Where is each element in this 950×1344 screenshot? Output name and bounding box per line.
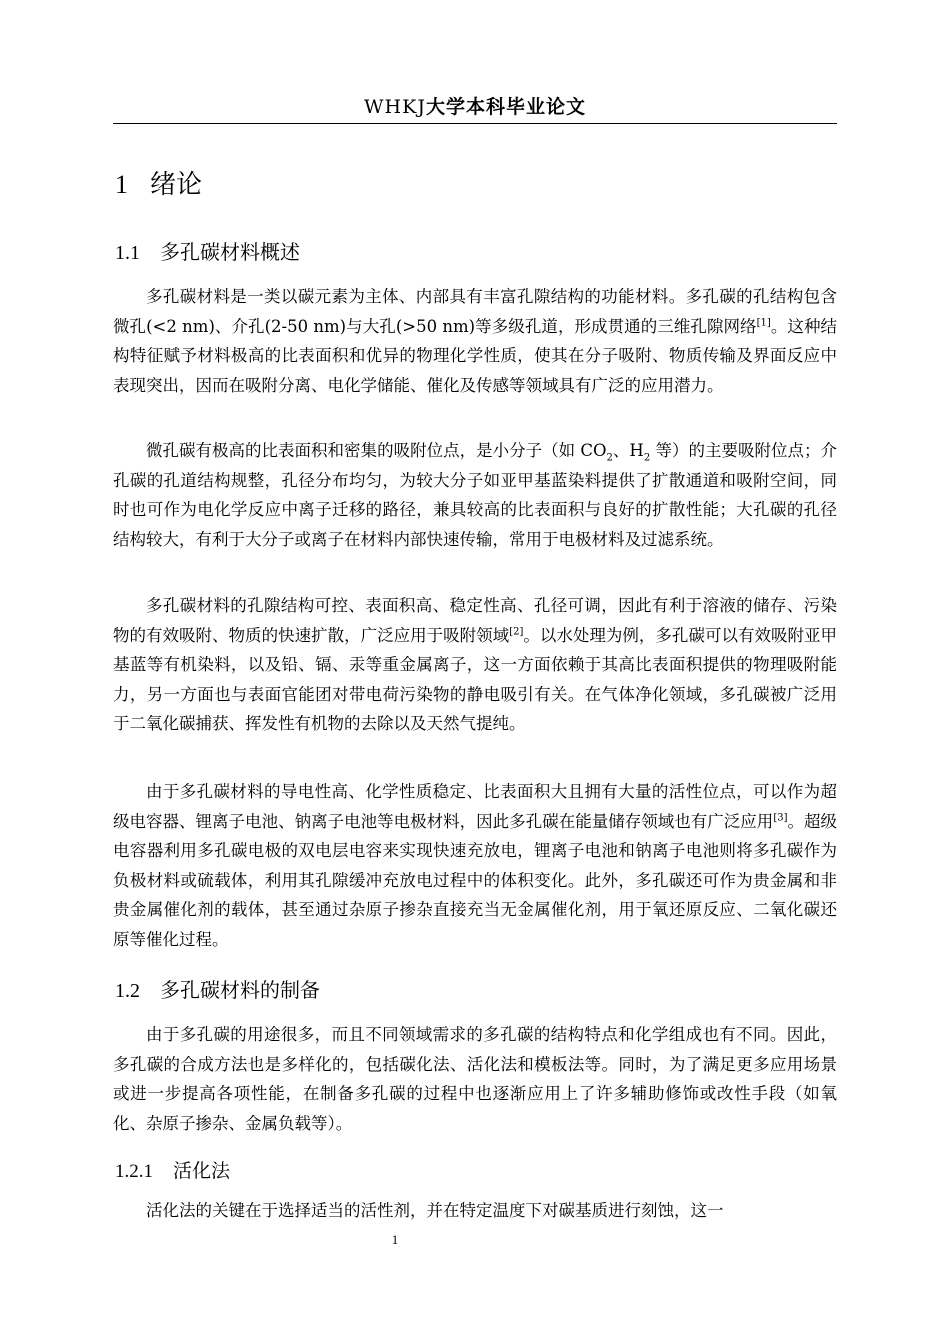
section-number: 1.2 [115,980,140,1002]
paragraph-4: 由于多孔碳材料的导电性高、化学性质稳定、比表面积大且拥有大量的活性位点，可以作为超级电容器、锂离子电池、钠离子电池等电极材料，因此多孔碳在能量储存领域也有广泛应用[3]。超级电容器利用多孔碳电极的双电层电容来实现快速充放电，锂离子电池和钠离子电池则将多孔碳作为负极材料或硫载体，利用其孔隙缓冲充放电过程中的体积变化。此外，多孔碳还可作为贵金属和非贵金属催化剂的载体，甚至通过杂原子掺杂直接充当无金属催化剂，用于氧还原反应、二氧化碳还原等催化过程。 [113,782,838,949]
chapter-number: 1 [115,170,128,199]
section-heading-1-1 [115,236,300,265]
citation: [2] [509,626,524,637]
section-number: 1.1 [115,242,140,264]
chapter-heading [115,164,202,201]
subsection-number: 1.2.1 [115,1161,153,1182]
section-title: 多孔碳材料概述 [160,240,300,264]
paragraph-2: 微孔碳有极高的比表面积和密集的吸附位点，是小分子（如 $CO_2$、$H_2$ 等）的主要吸附位点；介孔碳的孔道结构规整，孔径分布均匀，为较大分子如亚甲基蓝染料提供了扩散通道和吸附空间，同时也可作为电化学反应中离子迁移的路径，兼具较高的比表面积与良好的扩散性能；大孔碳的孔径结构较大，有利于大分子或离子在材料内部快速传输，常用于电极材料及过滤系统。 [113,441,838,549]
header-title: 大学本科毕业论文 [425,96,586,118]
citation: [3] [773,812,788,823]
running-header [113,92,837,124]
chapter-title: 绪论 [150,170,203,200]
subsection-heading-1-2-1 [115,1156,230,1183]
section-title: 多孔碳材料的制备 [160,978,320,1002]
paragraph-6: 活化法的关键在于选择适当的活性剂，并在特定温度下对碳基质进行刻蚀，这一 [146,1201,724,1220]
paragraph-5: 由于多孔碳的用途很多，而且不同领域需求的多孔碳的结构特点和化学组成也有不同。因此，多孔碳的合成方法也是多样化的，包括碳化法、活化法和模板法等。同时，为了满足更多应用场景或进一步提高各项性能，在制备多孔碳的过程中也逐渐应用上了许多辅助修饰或改性手段（如氧化、杂原子掺杂、金属负载等）。 [113,1025,837,1133]
citation: [1] [756,317,771,328]
subsection-title: 活化法 [173,1160,231,1182]
paragraph-3: 多孔碳材料的孔隙结构可控、表面积高、稳定性高、孔径可调，因此有利于溶液的储存、污染物的有效吸附、物质的快速扩散，广泛应用于吸附领域[2]。以水处理为例，多孔碳可以有效吸附亚甲基蓝等有机染料，以及铅、镉、汞等重金属离子，这一方面依赖于其高比表面积提供的物理吸附能力，另一方面也与表面官能团对带电荷污染物的静电吸引有关。在气体净化领域，多孔碳被广泛用于二氧化碳捕获、挥发性有机物的去除以及天然气提纯。 [113,596,838,733]
page-number: 1 [391,1232,399,1247]
paragraph-1: 多孔碳材料是一类以碳元素为主体、内部具有丰富孔隙结构的功能材料。多孔碳的孔结构包含微孔(<2 nm)、介孔(2-50 nm)与大孔(>50 nm)等多级孔道，形成贯通的三维孔隙网络[1]。这种结构特征赋予材料极高的比表面积和优异的物理化学性质，使其在分子吸附、物质传输及界面反应中表现突出，因而在吸附分离、电化学储能、催化及传感等领域具有广泛的应用潜力。 [113,287,838,395]
header-latin: WHKJ [364,96,426,118]
section-heading-1-2 [115,974,320,1003]
